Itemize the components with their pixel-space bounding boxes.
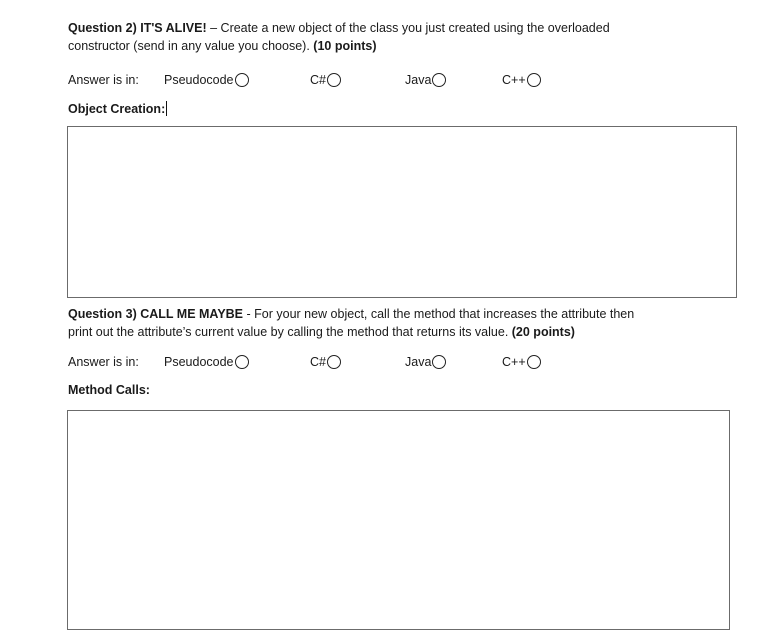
option-label: Pseudocode [164, 73, 234, 87]
question-3-line1: - For your new object, call the method that increases the attribute then [243, 307, 635, 321]
q3-option-csharp[interactable] [310, 355, 341, 369]
q2-option-csharp[interactable] [310, 73, 341, 87]
radio-button-icon[interactable] [527, 355, 541, 369]
q2-option-java[interactable] [405, 73, 446, 87]
radio-button-icon[interactable] [527, 73, 541, 87]
radio-button-icon[interactable] [432, 73, 446, 87]
question-2-line1: – Create a new object of the class you just created using the overloaded [206, 21, 610, 35]
option-label: C++ [502, 73, 526, 87]
q3-option-java[interactable] [405, 355, 446, 369]
q3-option-pseudocode[interactable] [164, 355, 249, 369]
method-calls-label: Method Calls: [68, 383, 150, 397]
question-3-points: (20 points) [511, 325, 575, 339]
q2-option-cpp[interactable] [502, 73, 541, 87]
text-cursor [166, 101, 167, 116]
question-3-title: Question 3) CALL ME MAYBE [68, 307, 244, 321]
option-label: C++ [502, 355, 526, 369]
radio-button-icon[interactable] [432, 355, 446, 369]
q3-option-cpp[interactable] [502, 355, 541, 369]
radio-button-icon[interactable] [235, 73, 249, 87]
object-creation-label: Object Creation: [68, 102, 166, 116]
question-2-language-options [68, 73, 548, 89]
method-calls-answer-box[interactable] [67, 410, 730, 630]
answer-language-label: Answer is in: [68, 73, 139, 87]
answer-language-label: Answer is in: [68, 355, 139, 369]
option-label: C# [310, 355, 326, 369]
question-2-line2: constructor (send in any value you choose). [68, 39, 314, 53]
question-2-text [68, 19, 708, 55]
question-3-line2: print out the attribute’s current value by calling the method that returns its value. [68, 325, 512, 339]
radio-button-icon[interactable] [327, 355, 341, 369]
option-label: Java [405, 355, 432, 369]
question-2-title: Question 2) IT'S ALIVE! [68, 21, 207, 35]
option-label: Java [405, 73, 432, 87]
radio-button-icon[interactable] [235, 355, 249, 369]
question-2-points: (10 points) [313, 39, 377, 53]
question-3-language-options [68, 355, 548, 371]
object-creation-answer-box[interactable] [67, 126, 737, 298]
radio-button-icon[interactable] [327, 73, 341, 87]
option-label: Pseudocode [164, 355, 234, 369]
option-label: C# [310, 73, 326, 87]
q2-option-pseudocode[interactable] [164, 73, 249, 87]
question-3-text [68, 305, 708, 341]
